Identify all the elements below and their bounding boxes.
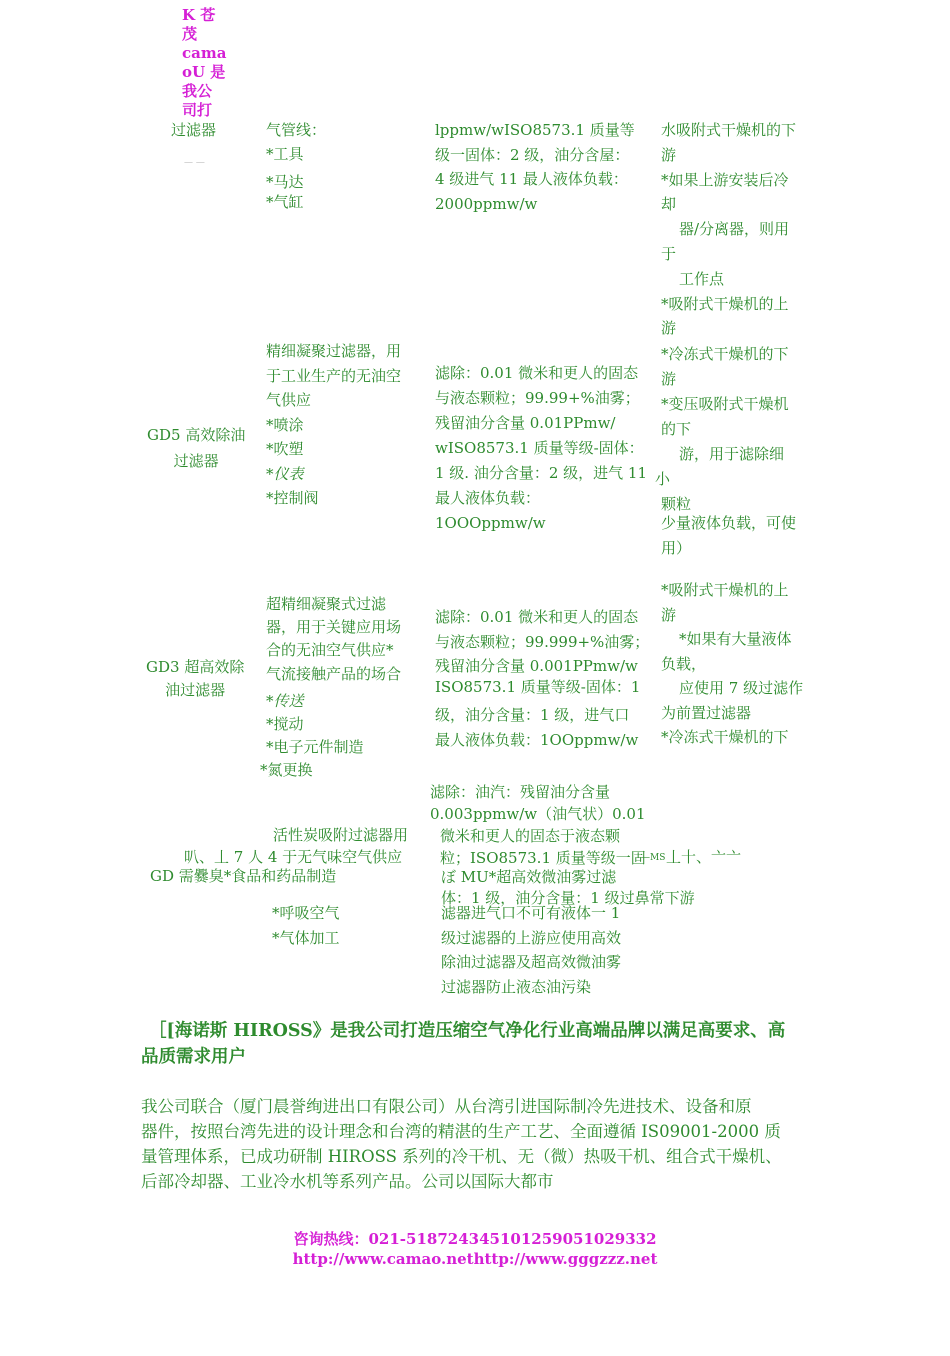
spec-line: 级过滤器的上游应使用高效 (441, 928, 622, 947)
usage-line: 合的无油空气供应* (266, 641, 394, 660)
row1-position (661, 118, 796, 341)
row1-name: 过滤器 (171, 121, 217, 139)
position-line: 游 (661, 145, 677, 164)
row1-spec (435, 118, 635, 216)
position-line: *冷冻式干燥机的下 (661, 345, 789, 363)
usage-line: 器，用于关键应用场 (266, 618, 402, 637)
row4-spec-top (430, 781, 646, 869)
header-line: cama (182, 44, 227, 62)
position-line: 于 (661, 244, 677, 263)
header-line: K 苍 (182, 6, 216, 24)
header-line: 茂 (182, 25, 198, 43)
name-line: 油过滤器 (165, 681, 226, 699)
name-line: GD3 超高效除 (146, 658, 245, 676)
spec-line: 残留油分含量 0.001PPmw/w (435, 657, 638, 676)
spec-line: 滤除：油汽：残留油分含量 (430, 783, 611, 801)
row2-name (147, 423, 245, 473)
usage-line: *电子元件制造 (266, 738, 364, 757)
name-line: 过滤器 (173, 452, 219, 470)
position-line: *吸附式干燥机的上 (661, 294, 789, 313)
name-line: GD5 高效除油 (147, 426, 246, 444)
footer (0, 1229, 950, 1269)
position-line: 负载， (661, 654, 707, 673)
usage-line: 气管线： (266, 121, 327, 139)
usage-line: *马达 (266, 173, 304, 191)
spec-line: 0.003ppmw/w（油气状）0.01 (430, 805, 646, 823)
brand-line: 品质需求用户 (141, 1047, 246, 1067)
spec-line: lppmw/wISO8573.1 质量等 (435, 121, 635, 139)
row2-position (655, 342, 797, 561)
spec-line: 4 级进气 11 最人液体负载： (435, 170, 628, 188)
position-line: 游 (661, 605, 677, 624)
row1-dots: — — (184, 158, 205, 168)
hotline: 咨询热线：021-51872434510125905102​9332 (293, 1230, 657, 1248)
row4-usage-bottom (272, 901, 340, 951)
usage-line: *氮更换 (260, 761, 313, 780)
header-line: oU 是 (182, 63, 226, 81)
position-line: *吸附式干燥机的上 (661, 581, 789, 599)
intro-line: 器件，按照台湾先进的设计理念和台湾的精湛的生产工艺、全面遵循 IS09001-2000 质 (141, 1122, 781, 1141)
row1-usage (266, 118, 326, 214)
brand-line: ［[海诺斯 HIROSS》是我公司打造压缩空气净化行业高端品牌以满足高要求、高 (149, 1021, 786, 1041)
spec-line: 滤除：0.01 微米和更人的固态 (435, 608, 639, 626)
spec-line: 1 级. 油分含量：2 级，进气 11 (435, 464, 648, 482)
usage-line: *呼吸空气 (272, 904, 340, 922)
intro-line: 量管理体系，已成功研制 HIROSS 系列的冷干机、无（微）热吸干机、组合式干燥机、 (141, 1147, 782, 1166)
spec-line: 与液态颗粒；99.99+%油雾； (435, 389, 640, 407)
row4-overlap-mu: ぼ MU*超高效微油雾过滤 (441, 868, 617, 886)
row2-usage (266, 339, 401, 511)
usage-line: *喷涂 (266, 415, 304, 434)
position-line: 工作点 (679, 269, 725, 288)
position-line: 水吸附式干燥机的下 (661, 121, 797, 139)
website-links[interactable]: http://www.camao.nethttp://www.gggzzz.net (292, 1250, 658, 1268)
row4-overlap-cut-wrap (441, 886, 721, 907)
position-line: 颗粒 (661, 495, 692, 513)
row3-spec (435, 605, 649, 753)
position-line: *如果上游安装后冷 (661, 170, 789, 189)
row3-usage (260, 593, 402, 783)
row2-spec (435, 361, 647, 536)
spec-line: ISO8573.1 质量等级-固体：1 (435, 677, 641, 696)
position-line: 的下 (661, 420, 692, 438)
usage-line: *工具 (266, 145, 304, 163)
spec-line: 过滤器防止液态油污染 (441, 977, 592, 996)
row4-usage-top: 活性炭吸附过滤器用 (273, 826, 409, 844)
usage-line: 超精细凝聚式过滤 (266, 595, 387, 613)
row4-overlap-small: —MS (641, 853, 666, 863)
usage-line: 气供应 (266, 391, 312, 409)
position-line: 游 (661, 370, 677, 388)
spec-line: 滤器进气口不可有液体一 1 (441, 904, 621, 922)
position-line: 却 (661, 195, 677, 214)
spec-line: 级，油分含量：1 级，进气口 (435, 706, 630, 725)
spec-line: 1OOOppmw/w (435, 514, 546, 532)
row4-overlap-tail: 丄十、亠亠 (666, 848, 742, 866)
usage-line: *气缸 (266, 193, 304, 211)
spec-line: 与液态颗粒；99.999+%油雾； (435, 632, 650, 651)
brand-paragraph (141, 1018, 785, 1070)
spec-line: 除油过滤器及超高效微油雾 (441, 953, 622, 971)
header-fragment (182, 6, 226, 120)
usage-line: *吹塑 (266, 440, 304, 458)
row3-name (146, 656, 244, 702)
usage-line: 精细凝聚过滤器，用 (266, 342, 402, 360)
usage-line: *控制阀 (266, 489, 319, 507)
spec-line: 最人液体负载：1OOppmw/w (435, 730, 639, 749)
row4-spec-bottom (441, 901, 621, 999)
position-line: 游 (661, 319, 677, 338)
position-line: 为前置过滤器 (661, 703, 752, 722)
intro-paragraph (141, 1094, 782, 1194)
spec-line: 残留油分含量 0.01PPmw/ (435, 414, 616, 432)
spec-line: 微米和更人的固态于液态颗 (440, 827, 621, 845)
spec-line: 最人液体负载： (435, 489, 541, 507)
position-line: 器/分离器，则用 (679, 220, 790, 239)
header-line: 我公 (182, 82, 213, 100)
intro-line: 我公司联合（厦门晨誉绚进出口有限公司）从台湾引进国际制冷先进技术、设备和原 (141, 1097, 752, 1116)
spec-line: 2000ppmw/w (435, 194, 538, 213)
position-line: *如果有大量液体 (679, 630, 792, 648)
spec-line: wISO8573.1 质量等级-固体： (435, 439, 644, 457)
spec-line: 级一固体：2 级，油分含屋： (435, 145, 630, 164)
usage-line: *气体加工 (272, 929, 340, 947)
position-line: *冷冻式干燥机的下 (661, 728, 789, 746)
usage-line: *搅动 (266, 715, 304, 734)
spec-line: 滤除：0.01 微米和更人的固态 (435, 364, 639, 382)
position-line: 少量液体负载，可使 (661, 514, 797, 532)
position-line: 游，用于滤除细 (679, 445, 785, 463)
usage-line: 于工业生产的无油空 (266, 366, 402, 385)
position-line: 小 (655, 470, 671, 488)
usage-line: *仪表 (266, 464, 304, 483)
position-line: 用） (661, 539, 692, 557)
usage-line: *传送 (266, 691, 304, 710)
row3-position (661, 578, 803, 750)
position-line: 应使用 7 级过滤作 (679, 679, 804, 697)
row4-name-line1: 叭、丄 7 人 4 于无气味空气供应 (184, 848, 403, 866)
row4-name-line2: GD 需爨臭*食品和药品制造 (150, 867, 337, 885)
intro-line: 后部冷却器、工业冷水机等系列产品。公司以国际大都市 (141, 1172, 554, 1191)
spec-line: 粒；ISO8573.1 质量等级一固 (440, 849, 646, 867)
usage-line: 气流接触产品的场合 (266, 664, 402, 683)
position-line: *变压吸附式干燥机 (661, 395, 789, 413)
header-line: 司打 (182, 101, 213, 119)
row4-overlap-cut: 体：1 级，油分含量：1 级过鼻常下游 (441, 889, 695, 907)
